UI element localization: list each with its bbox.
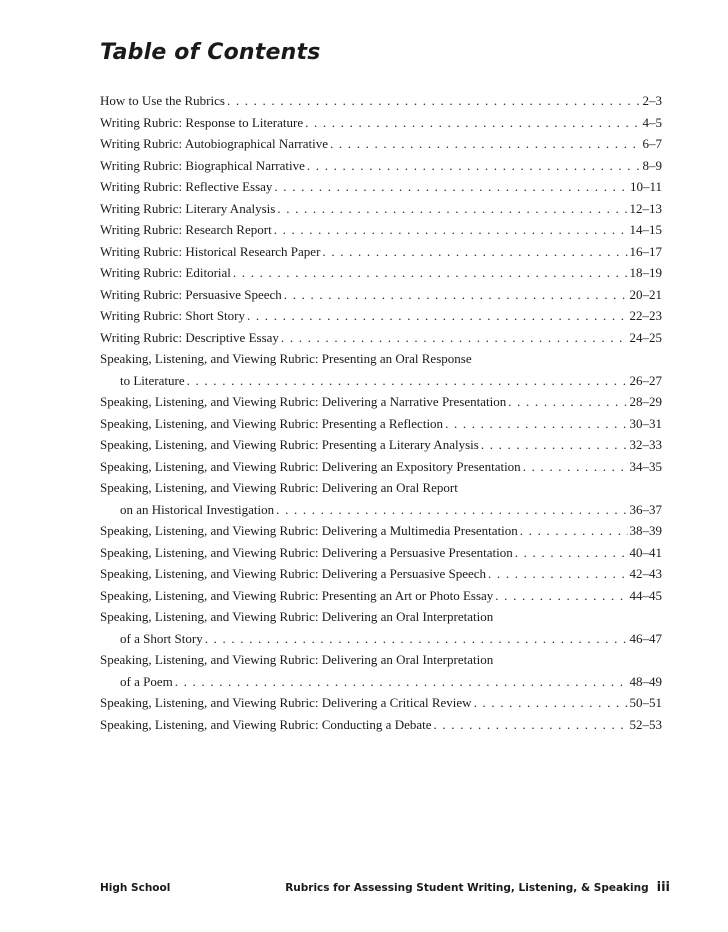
toc-entry-title: of a Short Story xyxy=(120,630,203,646)
toc-entry-page: 52–53 xyxy=(629,716,662,732)
table-of-contents xyxy=(100,90,662,735)
toc-entry-title: Speaking, Listening, and Viewing Rubric: Delivering an Oral Report xyxy=(100,480,458,495)
dot-leader xyxy=(495,585,627,607)
toc-entry xyxy=(100,241,662,263)
toc-entry-page: 2–3 xyxy=(642,93,662,108)
toc-entry-page: 22–23 xyxy=(629,308,662,323)
dot-leader xyxy=(481,434,628,456)
toc-entry-page: 10–11 xyxy=(629,179,662,194)
dot-leader xyxy=(520,520,628,542)
toc-entry-page: 28–29 xyxy=(629,394,662,409)
toc-entry-page: 48–49 xyxy=(629,673,662,689)
toc-entry xyxy=(100,413,662,435)
toc-entry-title: Speaking, Listening, and Viewing Rubric: Delivering an Expository Presentation xyxy=(100,458,521,474)
toc-entry xyxy=(100,262,662,284)
toc-entry-title: Speaking, Listening, and Viewing Rubric: Delivering a Persuasive Presentation xyxy=(100,544,513,560)
toc-entry-title: Speaking, Listening, and Viewing Rubric: Presenting an Oral Response xyxy=(100,351,472,366)
toc-entry-page: 44–45 xyxy=(629,587,662,603)
dot-leader xyxy=(305,112,640,134)
toc-entry xyxy=(100,606,662,628)
toc-entry xyxy=(100,585,662,607)
toc-entry-title: Writing Rubric: Short Story xyxy=(100,308,245,323)
toc-entry-page: 36–37 xyxy=(629,501,662,517)
toc-entry xyxy=(100,391,662,413)
dot-leader xyxy=(488,563,627,585)
toc-entry xyxy=(100,714,662,736)
toc-entry-title: Speaking, Listening, and Viewing Rubric: Delivering a Narrative Presentation xyxy=(100,394,507,409)
toc-entry xyxy=(100,284,662,306)
toc-entry-page: 24–25 xyxy=(629,329,662,345)
footer-book-title: Rubrics for Assessing Student Writing, Listening, & Speaking xyxy=(285,882,649,894)
toc-entry-title: Speaking, Listening, and Viewing Rubric: Delivering an Oral Interpretation xyxy=(100,609,494,624)
toc-entry-title: of a Poem xyxy=(120,673,173,689)
toc-entry-title: on an Historical Investigation xyxy=(120,501,275,517)
dot-leader xyxy=(307,155,641,177)
dot-leader xyxy=(515,542,628,564)
dot-leader xyxy=(227,90,641,112)
toc-entry-page: 42–43 xyxy=(629,566,662,581)
dot-leader xyxy=(523,456,628,478)
toc-entry xyxy=(100,434,662,456)
page-number: iii xyxy=(656,880,670,895)
toc-entry-page: 30–31 xyxy=(629,415,662,431)
toc-entry xyxy=(100,219,662,241)
toc-entry-page: 32–33 xyxy=(629,437,662,452)
toc-entry-title: Writing Rubric: Literary Analysis xyxy=(100,200,276,216)
dot-leader xyxy=(175,671,628,693)
toc-entry xyxy=(100,133,662,155)
dot-leader xyxy=(284,284,628,306)
toc-entry-title: Writing Rubric: Biographical Narrative xyxy=(100,157,305,173)
toc-entry xyxy=(100,305,662,327)
toc-entry xyxy=(100,112,662,134)
toc-entry-page: 40–41 xyxy=(629,544,662,560)
toc-entry-page: 8–9 xyxy=(642,157,662,173)
toc-entry-title: Speaking, Listening, and Viewing Rubric: Delivering a Multimedia Presentation xyxy=(100,523,518,538)
toc-entry-page: 46–47 xyxy=(629,630,662,646)
toc-entry-title: Speaking, Listening, and Viewing Rubric: Delivering an Oral Interpretation xyxy=(100,652,494,667)
toc-entry-title: Writing Rubric: Response to Literature xyxy=(100,114,304,130)
toc-entry-title: Speaking, Listening, and Viewing Rubric: Presenting a Literary Analysis xyxy=(100,437,479,452)
toc-entry xyxy=(100,155,662,177)
dot-leader xyxy=(322,241,627,263)
toc-entry-page: 34–35 xyxy=(629,458,662,474)
toc-entry xyxy=(100,348,662,370)
toc-entry-page: 6–7 xyxy=(642,136,662,151)
toc-entry-title: Speaking, Listening, and Viewing Rubric: Delivering a Persuasive Speech xyxy=(100,566,487,581)
dot-leader xyxy=(233,262,628,284)
toc-entry-title: to Literature xyxy=(120,372,185,388)
toc-entry-title: Speaking, Listening, and Viewing Rubric: Delivering a Critical Review xyxy=(100,695,472,710)
footer-left-label: High School xyxy=(100,882,171,894)
toc-entry-title: Writing Rubric: Editorial xyxy=(100,265,231,280)
toc-entry xyxy=(100,563,662,585)
toc-entry-page: 50–51 xyxy=(629,695,662,710)
toc-entry-title: Writing Rubric: Autobiographical Narrative xyxy=(100,136,328,151)
footer-right xyxy=(285,880,670,895)
dot-leader xyxy=(274,219,628,241)
toc-entry-page: 14–15 xyxy=(629,222,662,237)
toc-entry-title: Speaking, Listening, and Viewing Rubric: Presenting an Art or Photo Essay xyxy=(100,587,494,603)
dot-leader xyxy=(508,391,627,413)
toc-entry-title: Speaking, Listening, and Viewing Rubric: Conducting a Debate xyxy=(100,716,432,732)
dot-leader xyxy=(277,198,627,220)
toc-entry-title: Writing Rubric: Persuasive Speech xyxy=(100,286,282,302)
toc-entry xyxy=(100,649,662,671)
toc-entry-title: Writing Rubric: Historical Research Paper xyxy=(100,243,321,259)
dot-leader xyxy=(187,370,628,392)
toc-entry-page: 12–13 xyxy=(629,200,662,216)
toc-entry-page: 4–5 xyxy=(642,114,662,130)
dot-leader xyxy=(247,305,628,327)
toc-entry-title: How to Use the Rubrics xyxy=(100,93,225,108)
toc-entry xyxy=(100,692,662,714)
dot-leader xyxy=(205,628,628,650)
toc-entry-continuation xyxy=(100,499,662,521)
toc-entry-title: Writing Rubric: Research Report xyxy=(100,222,272,237)
dot-leader xyxy=(330,133,641,155)
toc-entry xyxy=(100,90,662,112)
page-title: Table of Contents xyxy=(100,40,321,65)
dot-leader xyxy=(434,714,628,736)
toc-entry xyxy=(100,176,662,198)
page-footer xyxy=(100,880,670,895)
dot-leader xyxy=(274,176,628,198)
toc-entry-page: 16–17 xyxy=(629,243,662,259)
toc-entry-continuation xyxy=(100,671,662,693)
toc-entry xyxy=(100,520,662,542)
toc-entry xyxy=(100,327,662,349)
toc-entry-title: Writing Rubric: Descriptive Essay xyxy=(100,329,279,345)
toc-entry xyxy=(100,542,662,564)
toc-entry-continuation xyxy=(100,370,662,392)
toc-entry-page: 26–27 xyxy=(629,372,662,388)
dot-leader xyxy=(281,327,628,349)
dot-leader xyxy=(445,413,627,435)
toc-entry-title: Writing Rubric: Reflective Essay xyxy=(100,179,273,194)
toc-entry-continuation xyxy=(100,628,662,650)
toc-entry-page: 38–39 xyxy=(629,523,662,538)
toc-entry-page: 20–21 xyxy=(629,286,662,302)
dot-leader xyxy=(276,499,627,521)
toc-entry xyxy=(100,198,662,220)
toc-entry-page: 18–19 xyxy=(629,265,662,280)
toc-entry xyxy=(100,456,662,478)
dot-leader xyxy=(474,692,628,714)
toc-entry-title: Speaking, Listening, and Viewing Rubric: Presenting a Reflection xyxy=(100,415,444,431)
toc-entry xyxy=(100,477,662,499)
